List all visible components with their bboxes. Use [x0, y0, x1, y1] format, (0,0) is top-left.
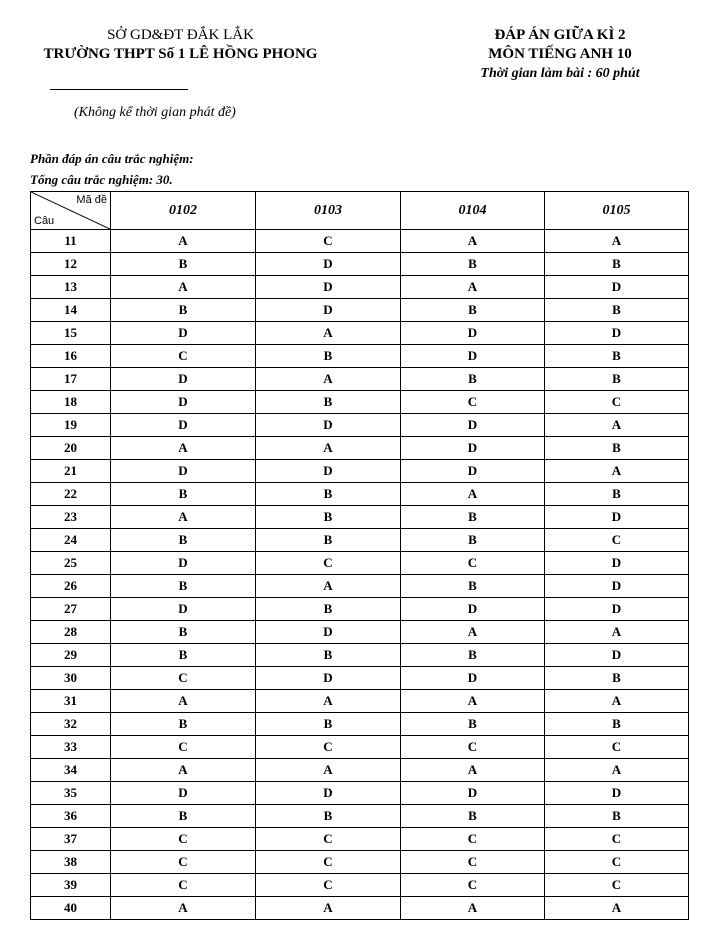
answer-cell: D [545, 552, 689, 575]
question-number: 21 [31, 460, 111, 483]
answer-cell: B [545, 483, 689, 506]
table-row [31, 460, 689, 483]
answer-cell: C [545, 736, 689, 759]
answer-cell: B [111, 644, 256, 667]
answer-cell: D [256, 299, 401, 322]
answer-cell: B [111, 253, 256, 276]
table-row [31, 253, 689, 276]
answer-cell: A [545, 230, 689, 253]
answer-cell: A [545, 621, 689, 644]
question-number: 29 [31, 644, 111, 667]
exam-subject: MÔN TIẾNG ANH 10 [488, 46, 632, 62]
answer-cell: D [111, 460, 256, 483]
question-number: 36 [31, 805, 111, 828]
table-row [31, 851, 689, 874]
answer-cell: D [545, 644, 689, 667]
answer-cell: C [545, 851, 689, 874]
question-number: 33 [31, 736, 111, 759]
answer-cell: D [401, 782, 545, 805]
answer-cell: D [256, 621, 401, 644]
section-title: Phần đáp án câu trắc nghiệm: [30, 151, 194, 166]
corner-code-label: Mã đề [76, 194, 107, 206]
table-row [31, 414, 689, 437]
answer-cell: C [256, 552, 401, 575]
answer-cell: A [401, 621, 545, 644]
school-header [8, 26, 353, 64]
answer-cell: C [401, 828, 545, 851]
answer-cell: B [256, 483, 401, 506]
exam-duration: Thời gian làm bài : 60 phút [480, 66, 640, 81]
question-number: 40 [31, 897, 111, 920]
question-number: 37 [31, 828, 111, 851]
answer-cell: A [401, 230, 545, 253]
table-row [31, 506, 689, 529]
answer-cell: B [545, 299, 689, 322]
answer-cell: B [401, 529, 545, 552]
answer-cell: C [111, 851, 256, 874]
table-row [31, 299, 689, 322]
table-row [31, 621, 689, 644]
answer-cell: C [401, 851, 545, 874]
answer-cell: B [111, 529, 256, 552]
table-row [31, 483, 689, 506]
table-row [31, 437, 689, 460]
code-header: 0102 [111, 192, 256, 230]
answer-cell: B [256, 644, 401, 667]
code-header: 0103 [256, 192, 401, 230]
table-row [31, 805, 689, 828]
question-number: 18 [31, 391, 111, 414]
table-row [31, 322, 689, 345]
answer-cell: B [111, 713, 256, 736]
answer-cell: D [401, 345, 545, 368]
table-row [31, 575, 689, 598]
answer-cell: B [401, 368, 545, 391]
answer-cell: D [111, 782, 256, 805]
question-number: 38 [31, 851, 111, 874]
answer-cell: B [545, 805, 689, 828]
answer-cell: D [111, 391, 256, 414]
exam-title: ĐÁP ÁN GIỮA KÌ 2 [494, 27, 626, 43]
answer-cell: B [545, 253, 689, 276]
question-number: 14 [31, 299, 111, 322]
answer-cell: B [256, 805, 401, 828]
answer-cell: C [545, 529, 689, 552]
answer-cell: B [401, 713, 545, 736]
table-row [31, 667, 689, 690]
corner-cell [31, 192, 111, 230]
table-row [31, 391, 689, 414]
answer-cell: A [256, 759, 401, 782]
answer-cell: D [401, 667, 545, 690]
table-row [31, 345, 689, 368]
question-number: 34 [31, 759, 111, 782]
table-row [31, 713, 689, 736]
answer-cell: B [111, 483, 256, 506]
answer-cell: C [111, 667, 256, 690]
answer-cell: D [111, 368, 256, 391]
answer-cell: B [401, 299, 545, 322]
question-number: 39 [31, 874, 111, 897]
question-number: 12 [31, 253, 111, 276]
answer-cell: A [256, 690, 401, 713]
answer-cell: A [256, 322, 401, 345]
answer-cell: D [401, 414, 545, 437]
answer-cell: D [256, 460, 401, 483]
answer-cell: D [401, 437, 545, 460]
question-number: 23 [31, 506, 111, 529]
answer-cell: A [111, 506, 256, 529]
question-number: 26 [31, 575, 111, 598]
question-number: 20 [31, 437, 111, 460]
question-number: 17 [31, 368, 111, 391]
answer-cell: D [111, 322, 256, 345]
answer-cell: B [256, 529, 401, 552]
question-number: 13 [31, 276, 111, 299]
answer-cell: A [111, 437, 256, 460]
answer-cell: C [545, 874, 689, 897]
question-number: 22 [31, 483, 111, 506]
table-row [31, 874, 689, 897]
answer-cell: D [545, 782, 689, 805]
answer-cell: B [256, 598, 401, 621]
table-row [31, 759, 689, 782]
answer-cell: A [111, 759, 256, 782]
answer-cell: B [401, 506, 545, 529]
answer-cell: C [256, 230, 401, 253]
answer-cell: A [545, 460, 689, 483]
answer-cell: B [111, 575, 256, 598]
table-row [31, 598, 689, 621]
answer-cell: C [401, 874, 545, 897]
table-row [31, 230, 689, 253]
answer-cell: D [256, 782, 401, 805]
answer-cell: A [401, 483, 545, 506]
answer-cell: B [401, 805, 545, 828]
answer-cell: C [256, 874, 401, 897]
answer-cell: C [111, 736, 256, 759]
table-row [31, 828, 689, 851]
answer-cell: D [401, 322, 545, 345]
question-number: 32 [31, 713, 111, 736]
answer-cell: D [256, 667, 401, 690]
answer-cell: A [256, 897, 401, 920]
question-number: 11 [31, 230, 111, 253]
answer-cell: C [401, 552, 545, 575]
answer-cell: A [545, 414, 689, 437]
answer-cell: B [401, 253, 545, 276]
answer-cell: D [401, 460, 545, 483]
answer-cell: B [545, 713, 689, 736]
corner-question-label: Câu [34, 215, 55, 227]
question-number: 28 [31, 621, 111, 644]
answer-cell: A [111, 276, 256, 299]
answer-cell: B [545, 345, 689, 368]
answer-cell: B [256, 506, 401, 529]
answer-cell: B [401, 575, 545, 598]
answer-cell: C [401, 736, 545, 759]
question-number: 30 [31, 667, 111, 690]
table-row [31, 552, 689, 575]
answer-cell: A [111, 897, 256, 920]
answer-cell: C [545, 828, 689, 851]
question-total: Tổng câu trắc nghiệm: 30. [30, 172, 173, 187]
exam-header [440, 26, 680, 83]
answer-cell: A [401, 897, 545, 920]
answer-cell: B [256, 391, 401, 414]
question-number: 24 [31, 529, 111, 552]
table-header-row [31, 192, 689, 230]
table-row [31, 276, 689, 299]
answer-cell: D [256, 253, 401, 276]
header-divider [50, 89, 188, 90]
question-number: 27 [31, 598, 111, 621]
answer-cell: D [545, 276, 689, 299]
answer-cell: A [256, 437, 401, 460]
answer-cell: A [256, 575, 401, 598]
answer-cell: A [401, 690, 545, 713]
answer-cell: B [545, 368, 689, 391]
answer-cell: D [545, 506, 689, 529]
table-row [31, 897, 689, 920]
answer-cell: A [256, 368, 401, 391]
answer-cell: D [256, 276, 401, 299]
answer-cell: C [545, 391, 689, 414]
answer-cell: C [111, 345, 256, 368]
code-header: 0105 [545, 192, 689, 230]
answer-cell: D [111, 414, 256, 437]
table-row [31, 782, 689, 805]
answer-cell: A [401, 759, 545, 782]
answer-cell: D [111, 552, 256, 575]
question-number: 31 [31, 690, 111, 713]
table-row [31, 644, 689, 667]
time-note: (Không kể thời gian phát đề) [74, 105, 236, 120]
answer-cell: C [256, 851, 401, 874]
question-number: 19 [31, 414, 111, 437]
answer-cell: D [545, 322, 689, 345]
table-row [31, 368, 689, 391]
table-row [31, 529, 689, 552]
answer-cell: D [111, 598, 256, 621]
school-name: TRƯỜNG THPT Số 1 LÊ HỒNG PHONG [43, 46, 318, 62]
answer-body [31, 230, 689, 920]
answer-cell: A [111, 230, 256, 253]
answer-cell: B [545, 437, 689, 460]
answer-table [30, 191, 689, 920]
answer-cell: C [111, 828, 256, 851]
answer-cell: D [545, 598, 689, 621]
answer-cell: A [545, 897, 689, 920]
table-row [31, 736, 689, 759]
answer-cell: B [111, 621, 256, 644]
answer-cell: C [256, 736, 401, 759]
answer-cell: A [545, 759, 689, 782]
answer-cell: B [401, 644, 545, 667]
question-number: 15 [31, 322, 111, 345]
question-number: 16 [31, 345, 111, 368]
table-row [31, 690, 689, 713]
answer-cell: B [256, 713, 401, 736]
department-name: SỞ GD&ĐT ĐẮK LẮK [107, 27, 254, 43]
answer-cell: D [545, 575, 689, 598]
answer-cell: B [545, 667, 689, 690]
answer-cell: A [111, 690, 256, 713]
answer-cell: A [401, 276, 545, 299]
question-number: 35 [31, 782, 111, 805]
question-number: 25 [31, 552, 111, 575]
answer-cell: B [111, 805, 256, 828]
answer-cell: D [256, 414, 401, 437]
code-header: 0104 [401, 192, 545, 230]
answer-cell: A [545, 690, 689, 713]
answer-cell: D [401, 598, 545, 621]
answer-cell: B [256, 345, 401, 368]
answer-cell: C [401, 391, 545, 414]
answer-cell: B [111, 299, 256, 322]
answer-cell: C [111, 874, 256, 897]
answer-cell: C [256, 828, 401, 851]
